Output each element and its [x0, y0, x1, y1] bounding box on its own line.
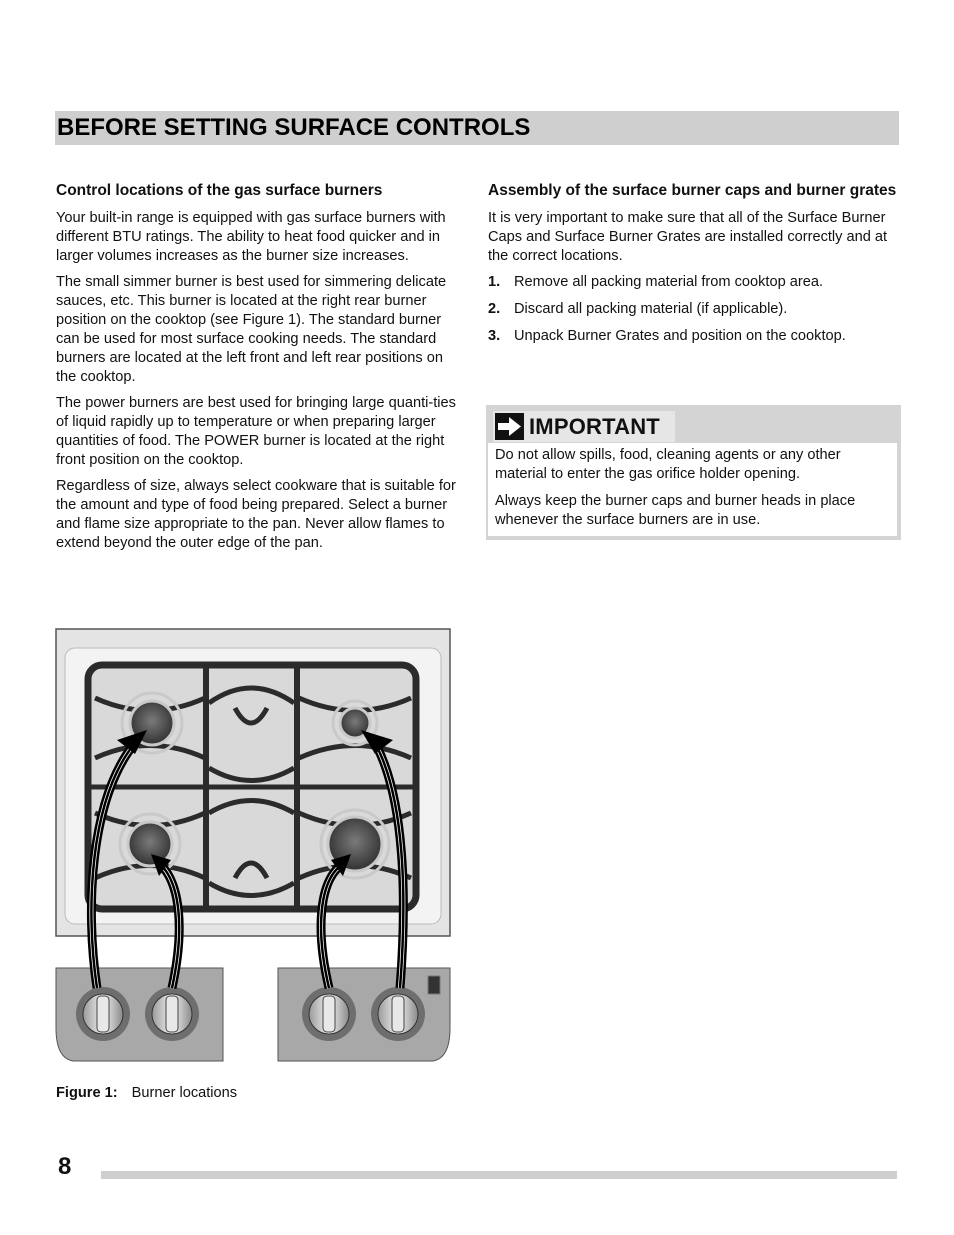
- figure-caption: [56, 1085, 237, 1101]
- knob-icon: [371, 987, 425, 1041]
- burner-right-front: [321, 810, 389, 878]
- left-heading: Control locations of the gas surface burners: [56, 182, 383, 199]
- step-item: 3. Unpack Burner Grates and position on the cooktop.: [488, 328, 846, 344]
- left-paragraph: Your built-in range is equipped with gas surface burners with different BTU ratings. The ability to heat food quicker and in larger volumes increases as the burner size increases.: [56, 210, 446, 264]
- right-intro: It is very important to make sure that all of the Surface Burner Caps and Surface Burner Grates are installed correctly and at the correct locations.: [488, 210, 888, 264]
- important-paragraph: Always keep the burner caps and burner heads in place whenever the surface burners are in use.: [495, 493, 856, 528]
- knob-icon: [302, 987, 356, 1041]
- page-number: 8: [58, 1153, 72, 1180]
- section-title-bar: [55, 111, 899, 145]
- figure-label: Figure 1:: [56, 1085, 118, 1101]
- important-paragraph: Do not allow spills, food, cleaning agents or any other material to enter the gas orifice holder opening.: [495, 447, 841, 482]
- assembly-steps: [488, 273, 898, 346]
- left-column: [56, 181, 466, 560]
- burner-left-front: [120, 814, 180, 874]
- figure-caption-text: Burner locations: [131, 1085, 238, 1101]
- left-paragraph: The power burners are best used for bringing large quanti-ties of liquid rapidly up to temperature or when preparing larger quantities of food. The POWER burner is located at the right front position on the cooktop.: [56, 395, 456, 468]
- left-paragraph: Regardless of size, always select cookware that is suitable for the amount and type of food being prepared. Select a burner and flame size appropriate to the pan. Never allow flames to extend beyond the outer edge of the pan.: [56, 478, 456, 551]
- important-header: [493, 411, 675, 442]
- important-body: [488, 443, 897, 536]
- important-notice: [486, 405, 901, 540]
- page-title: BEFORE SETTING SURFACE CONTROLS: [57, 114, 531, 141]
- right-column: [488, 181, 898, 354]
- knob-icon: [76, 987, 130, 1041]
- step-item: 2. Discard all packing material (if applicable).: [488, 301, 788, 317]
- arrow-right-icon: [495, 413, 524, 440]
- important-label: IMPORTANT: [529, 414, 660, 439]
- switch-icon: [428, 976, 440, 994]
- cooktop-figure: [55, 628, 451, 1064]
- right-heading: Assembly of the surface burner caps and burner grates: [488, 182, 897, 199]
- knob-icon: [145, 987, 199, 1041]
- step-item: 1. Remove all packing material from cooktop area.: [488, 274, 824, 290]
- left-paragraph: The small simmer burner is best used for simmering delicate sauces, etc. This burner is located at the right rear burner position on the cooktop (see Figure 1). The standard burner can be used for most surface cooking needs. The standard burners are located at the left front and left rear positions on the cooktop.: [56, 274, 447, 385]
- footer-rule: [101, 1171, 897, 1179]
